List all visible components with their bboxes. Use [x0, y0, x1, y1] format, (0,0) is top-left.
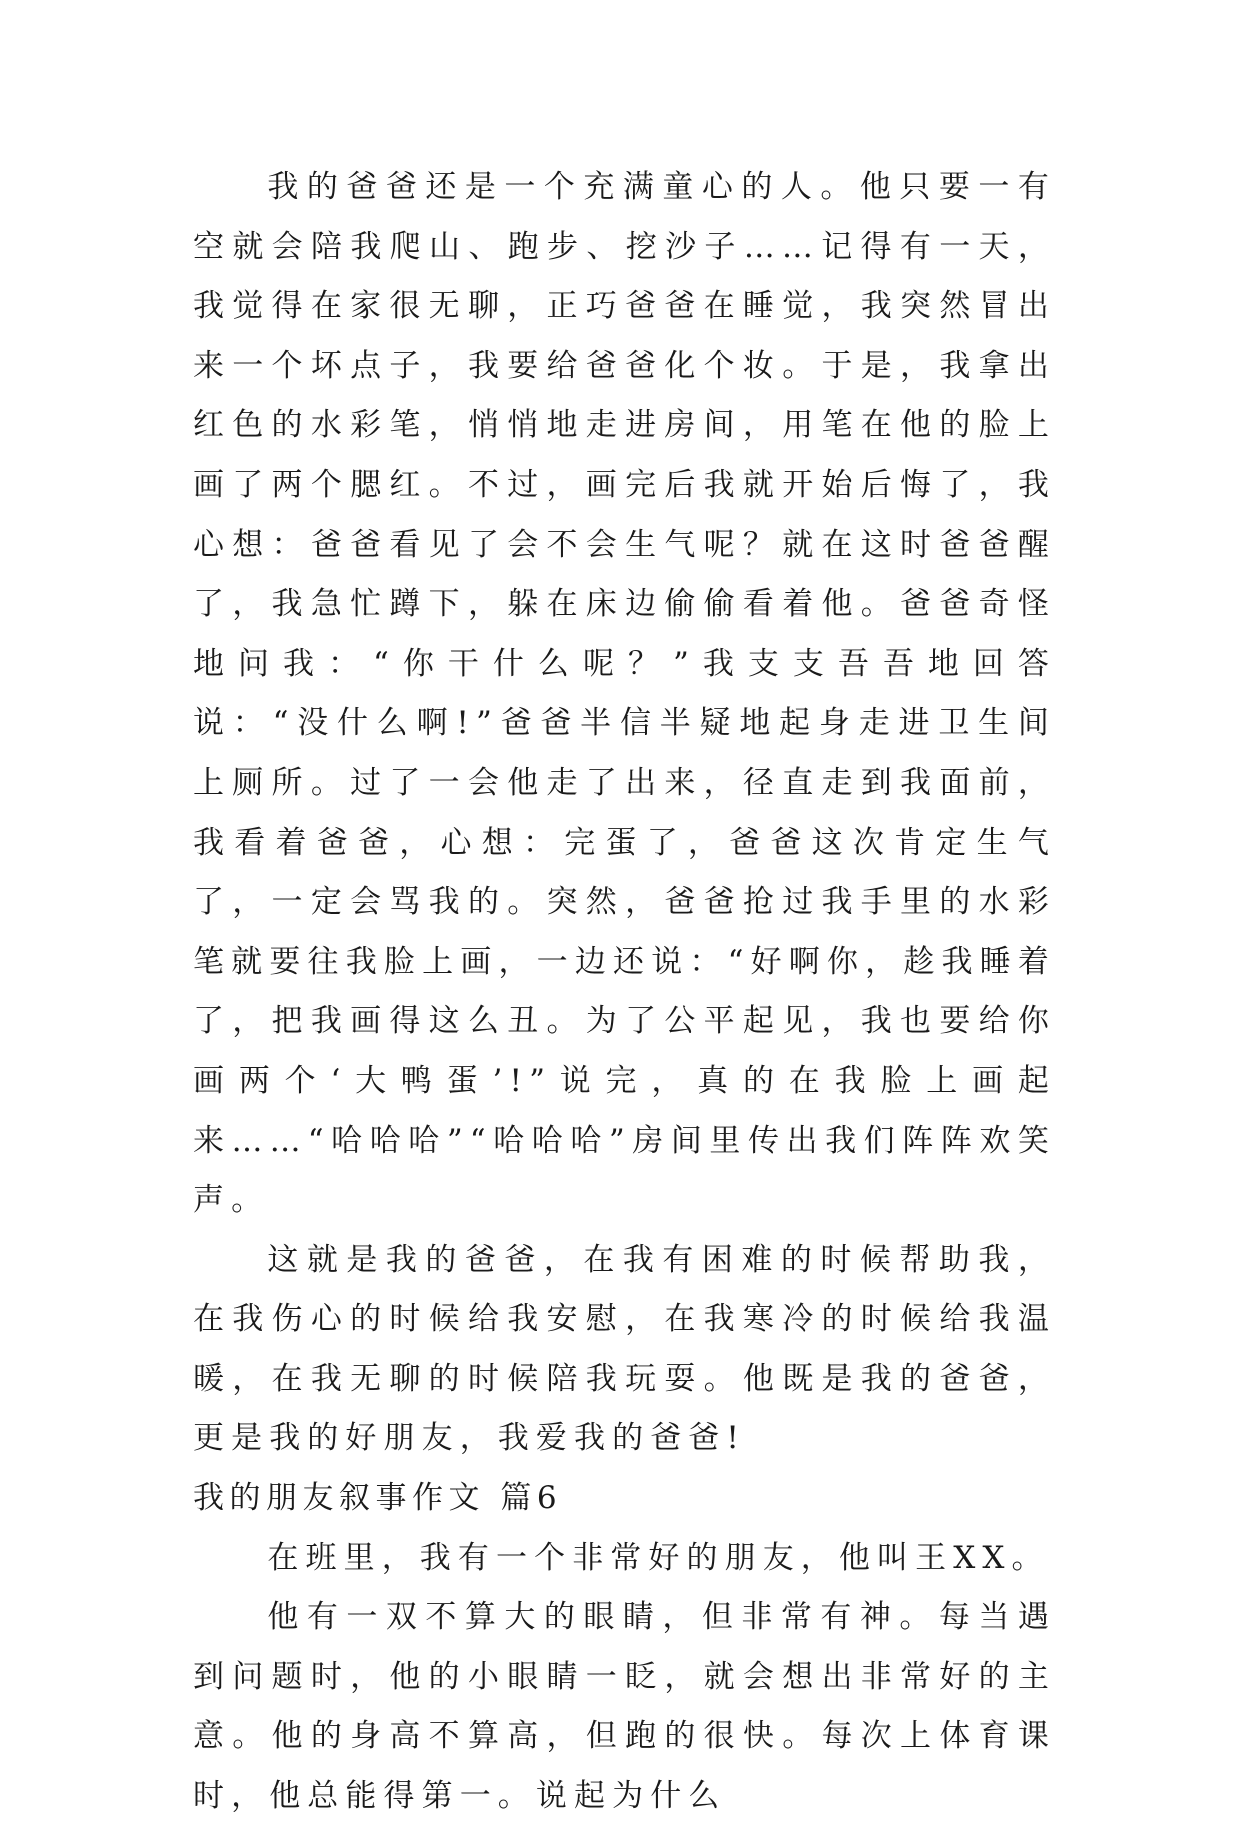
- paragraph-friend-intro: 在班里，我有一个非常好的朋友，他叫王XX。: [267, 1539, 1050, 1576]
- section-heading: 我的朋友叙事作文 篇6: [193, 1480, 563, 1517]
- paragraph-dad-makeup-story: 我的爸爸还是一个充满童心的人。他只要一有空就会陪我爬山、跑步、挖沙子……记得有一天，我觉得在家很无聊，正巧爸爸在睡觉，我突然冒出来一个坏点子，我要给爸爸化个妆。于是，我拿出红色的水彩笔，悄悄地走进房间，用笔在他的脸上画了两个腮红。不过，画完后我就开始后悔了，我心想：爸爸看见了会不会生气呢？就在这时爸爸醒了，我急忙蹲下，躲在床边偷偷看着他。爸爸奇怪地问我：“你干什么呢？”我支支吾吾地回答说：“没什么啊!”爸爸半信半疑地起身走进卫生间上厕所。过了一会他走了出来，径直走到我面前，我看着爸爸，心想：完蛋了，爸爸这次肯定生气了，一定会骂我的。突然，爸爸抢过我手里的水彩笔就要往我脸上画，一边还说：“好啊你，趁我睡着了，把我画得这么丑。为了公平起见，我也要给你画两个‘大鸭蛋’!”说完，真的在我脸上画起来……“哈哈哈”“哈哈哈”房间里传出我们阵阵欢笑声。: [193, 169, 1056, 1219]
- document-body: [193, 158, 1056, 1827]
- paragraph-friend-description: 他有一双不算大的眼睛，但非常有神。每当遇到问题时，他的小眼睛一眨，就会想出非常好的主意。他的身高不算高，但跑的很快。每次上体育课时，他总能得第一。说起为什么: [193, 1599, 1056, 1815]
- paragraph-dad-conclusion: 这就是我的爸爸，在我有困难的时候帮助我，在我伤心的时候给我安慰，在我寒冷的时候给我温暖，在我无聊的时候陪我玩耍。他既是我的爸爸，更是我的好朋友，我爱我的爸爸!: [193, 1241, 1056, 1457]
